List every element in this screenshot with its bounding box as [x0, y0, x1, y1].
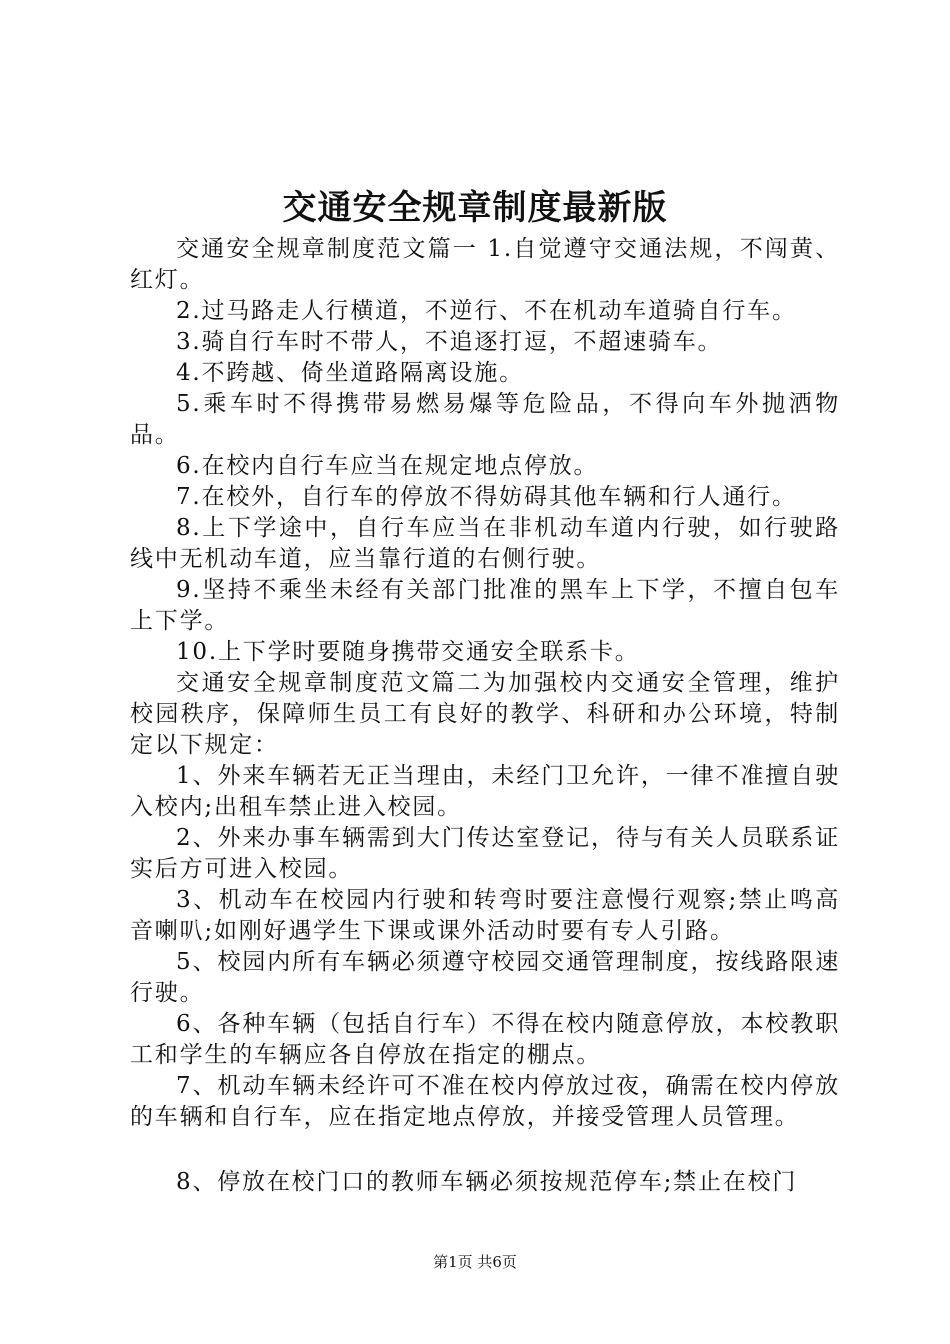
paragraph: 5、校园内所有车辆必须遵守校园交通管理制度，按线路限速行驶。: [130, 949, 840, 1006]
page-number-footer: 第1页 共6页: [433, 1253, 517, 1271]
paragraph: 2、外来办事车辆需到大门传达室登记，待与有关人员联系证实后方可进入校园。: [130, 825, 840, 882]
paragraph: 7、机动车辆未经许可不准在校内停放过夜，确需在校内停放的车辆和自行车，应在指定地点停放，并接受管理人员管理。: [130, 1073, 840, 1130]
paragraph: 3、机动车在校园内行驶和转弯时要注意慢行观察;禁止鸣高音喇叭;如刚好遇学生下课或课外活动时要有专人引路。: [130, 887, 840, 944]
document-body: [130, 234, 840, 1198]
paragraph: 10.上下学时要随身携带交通安全联系卡。: [176, 639, 640, 665]
paragraph: 5.乘车时不得携带易燃易爆等危险品，不得向车外抛洒物品。: [130, 391, 840, 448]
paragraph: 2.过马路走人行横道，不逆行、不在机动车道骑自行车。: [176, 298, 797, 324]
paragraph: 4.不跨越、倚坐道路隔离设施。: [176, 360, 524, 386]
paragraph: 交通安全规章制度范文篇一 1.自觉遵守交通法规，不闯黄、红灯。: [130, 236, 840, 293]
document-title: 交通安全规章制度最新版: [282, 188, 668, 228]
paragraph: 1、外来车辆若无正当理由，未经门卫允许，一律不准擅自驶入校内;出租车禁止进入校园。: [130, 763, 840, 820]
paragraph: 8、停放在校门口的教师车辆必须按规范停车;禁止在校门: [176, 1169, 798, 1195]
paragraph: 6.在校内自行车应当在规定地点停放。: [176, 453, 599, 479]
paragraph: 9.坚持不乘坐未经有关部门批准的黑车上下学，不擅自包车上下学。: [130, 577, 840, 634]
paragraph: 6、各种车辆（包括自行车）不得在校内随意停放，本校教职工和学生的车辆应各自停放在指定的棚点。: [130, 1011, 840, 1068]
paragraph: 交通安全规章制度范文篇二为加强校内交通安全管理，维护校园秩序，保障师生员工有良好的教学、科研和办公环境，特制定以下规定：: [130, 670, 840, 758]
paragraph: 8.上下学途中，自行车应当在非机动车道内行驶，如行驶路线中无机动车道，应当靠行道的右侧行驶。: [130, 515, 840, 572]
paragraph: 3.骑自行车时不带人，不追逐打逗，不超速骑车。: [176, 329, 723, 355]
paragraph: 7.在校外，自行车的停放不得妨碍其他车辆和行人通行。: [176, 484, 797, 510]
